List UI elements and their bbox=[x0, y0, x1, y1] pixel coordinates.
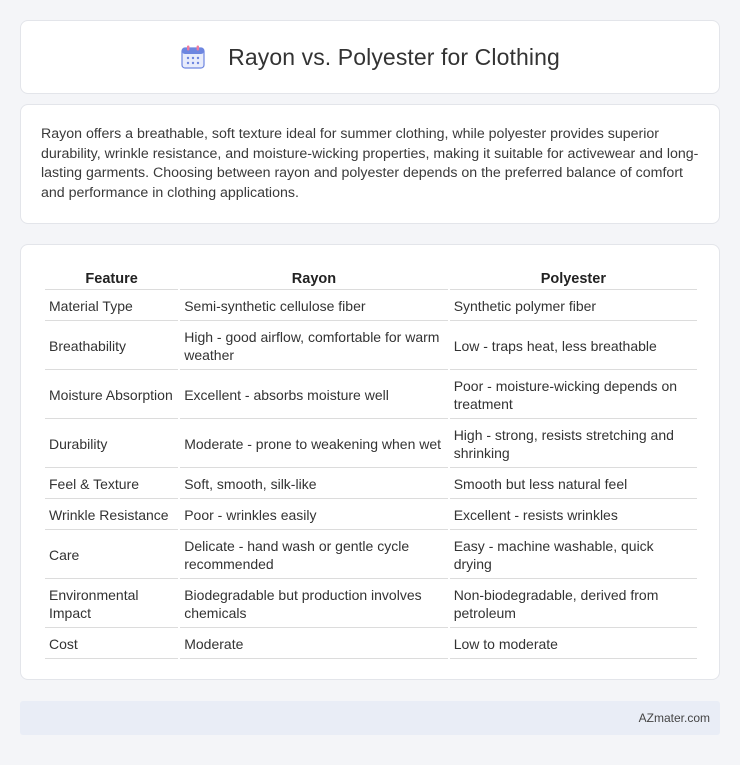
rayon-cell: High - good airflow, comfortable for warm weather bbox=[180, 323, 447, 370]
feature-cell: Feel & Texture bbox=[45, 470, 178, 499]
polyester-cell: Low - traps heat, less breathable bbox=[450, 323, 697, 370]
rayon-cell: Moderate - prone to weakening when wet bbox=[180, 421, 447, 468]
table-row bbox=[45, 421, 697, 468]
polyester-cell: Low to moderate bbox=[450, 630, 697, 659]
table-row bbox=[45, 581, 697, 628]
feature-cell: Breathability bbox=[45, 323, 178, 370]
column-header-rayon: Rayon bbox=[180, 267, 447, 290]
rayon-cell: Soft, smooth, silk-like bbox=[180, 470, 447, 499]
rayon-cell: Poor - wrinkles easily bbox=[180, 501, 447, 530]
polyester-cell: Synthetic polymer fiber bbox=[450, 292, 697, 321]
polyester-cell: High - strong, resists stretching and shrinking bbox=[450, 421, 697, 468]
table-row bbox=[45, 470, 697, 499]
table-row bbox=[45, 501, 697, 530]
polyester-cell: Poor - moisture-wicking depends on treatment bbox=[450, 372, 697, 419]
table-row bbox=[45, 532, 697, 579]
comparison-table bbox=[43, 265, 699, 661]
rayon-cell: Excellent - absorbs moisture well bbox=[180, 372, 447, 419]
column-header-feature: Feature bbox=[45, 267, 178, 290]
comparison-table-card bbox=[20, 244, 720, 680]
feature-cell: Moisture Absorption bbox=[45, 372, 178, 419]
table-row bbox=[45, 372, 697, 419]
table-row bbox=[45, 323, 697, 370]
polyester-cell: Excellent - resists wrinkles bbox=[450, 501, 697, 530]
calendar-icon bbox=[180, 44, 206, 70]
table-row bbox=[45, 630, 697, 659]
table-header-row bbox=[45, 267, 697, 290]
feature-cell: Wrinkle Resistance bbox=[45, 501, 178, 530]
rayon-cell: Moderate bbox=[180, 630, 447, 659]
column-header-polyester: Polyester bbox=[450, 267, 697, 290]
feature-cell: Durability bbox=[45, 421, 178, 468]
summary-text: Rayon offers a breathable, soft texture ideal for summer clothing, while polyester provides superior durability, wrinkle resistance, and moisture-wicking properties, making it suitable for activewear and long-lasting garments. Choosing between rayon and polyester depends on the preferred balance of comfort and performance in clothing applications. bbox=[41, 126, 699, 201]
polyester-cell: Non-biodegradable, derived from petroleum bbox=[450, 581, 697, 628]
table-row bbox=[45, 292, 697, 321]
rayon-cell: Biodegradable but production involves chemicals bbox=[180, 581, 447, 628]
polyester-cell: Easy - machine washable, quick drying bbox=[450, 532, 697, 579]
rayon-cell: Semi-synthetic cellulose fiber bbox=[180, 292, 447, 321]
feature-cell: Environmental Impact bbox=[45, 581, 178, 628]
feature-cell: Material Type bbox=[45, 292, 178, 321]
page-title: Rayon vs. Polyester for Clothing bbox=[228, 43, 560, 70]
title-card bbox=[20, 20, 720, 94]
summary-card bbox=[20, 104, 720, 224]
footer bbox=[20, 701, 720, 735]
feature-cell: Cost bbox=[45, 630, 178, 659]
feature-cell: Care bbox=[45, 532, 178, 579]
rayon-cell: Delicate - hand wash or gentle cycle recommended bbox=[180, 532, 447, 579]
polyester-cell: Smooth but less natural feel bbox=[450, 470, 697, 499]
footer-brand: AZmater.com bbox=[638, 711, 710, 725]
